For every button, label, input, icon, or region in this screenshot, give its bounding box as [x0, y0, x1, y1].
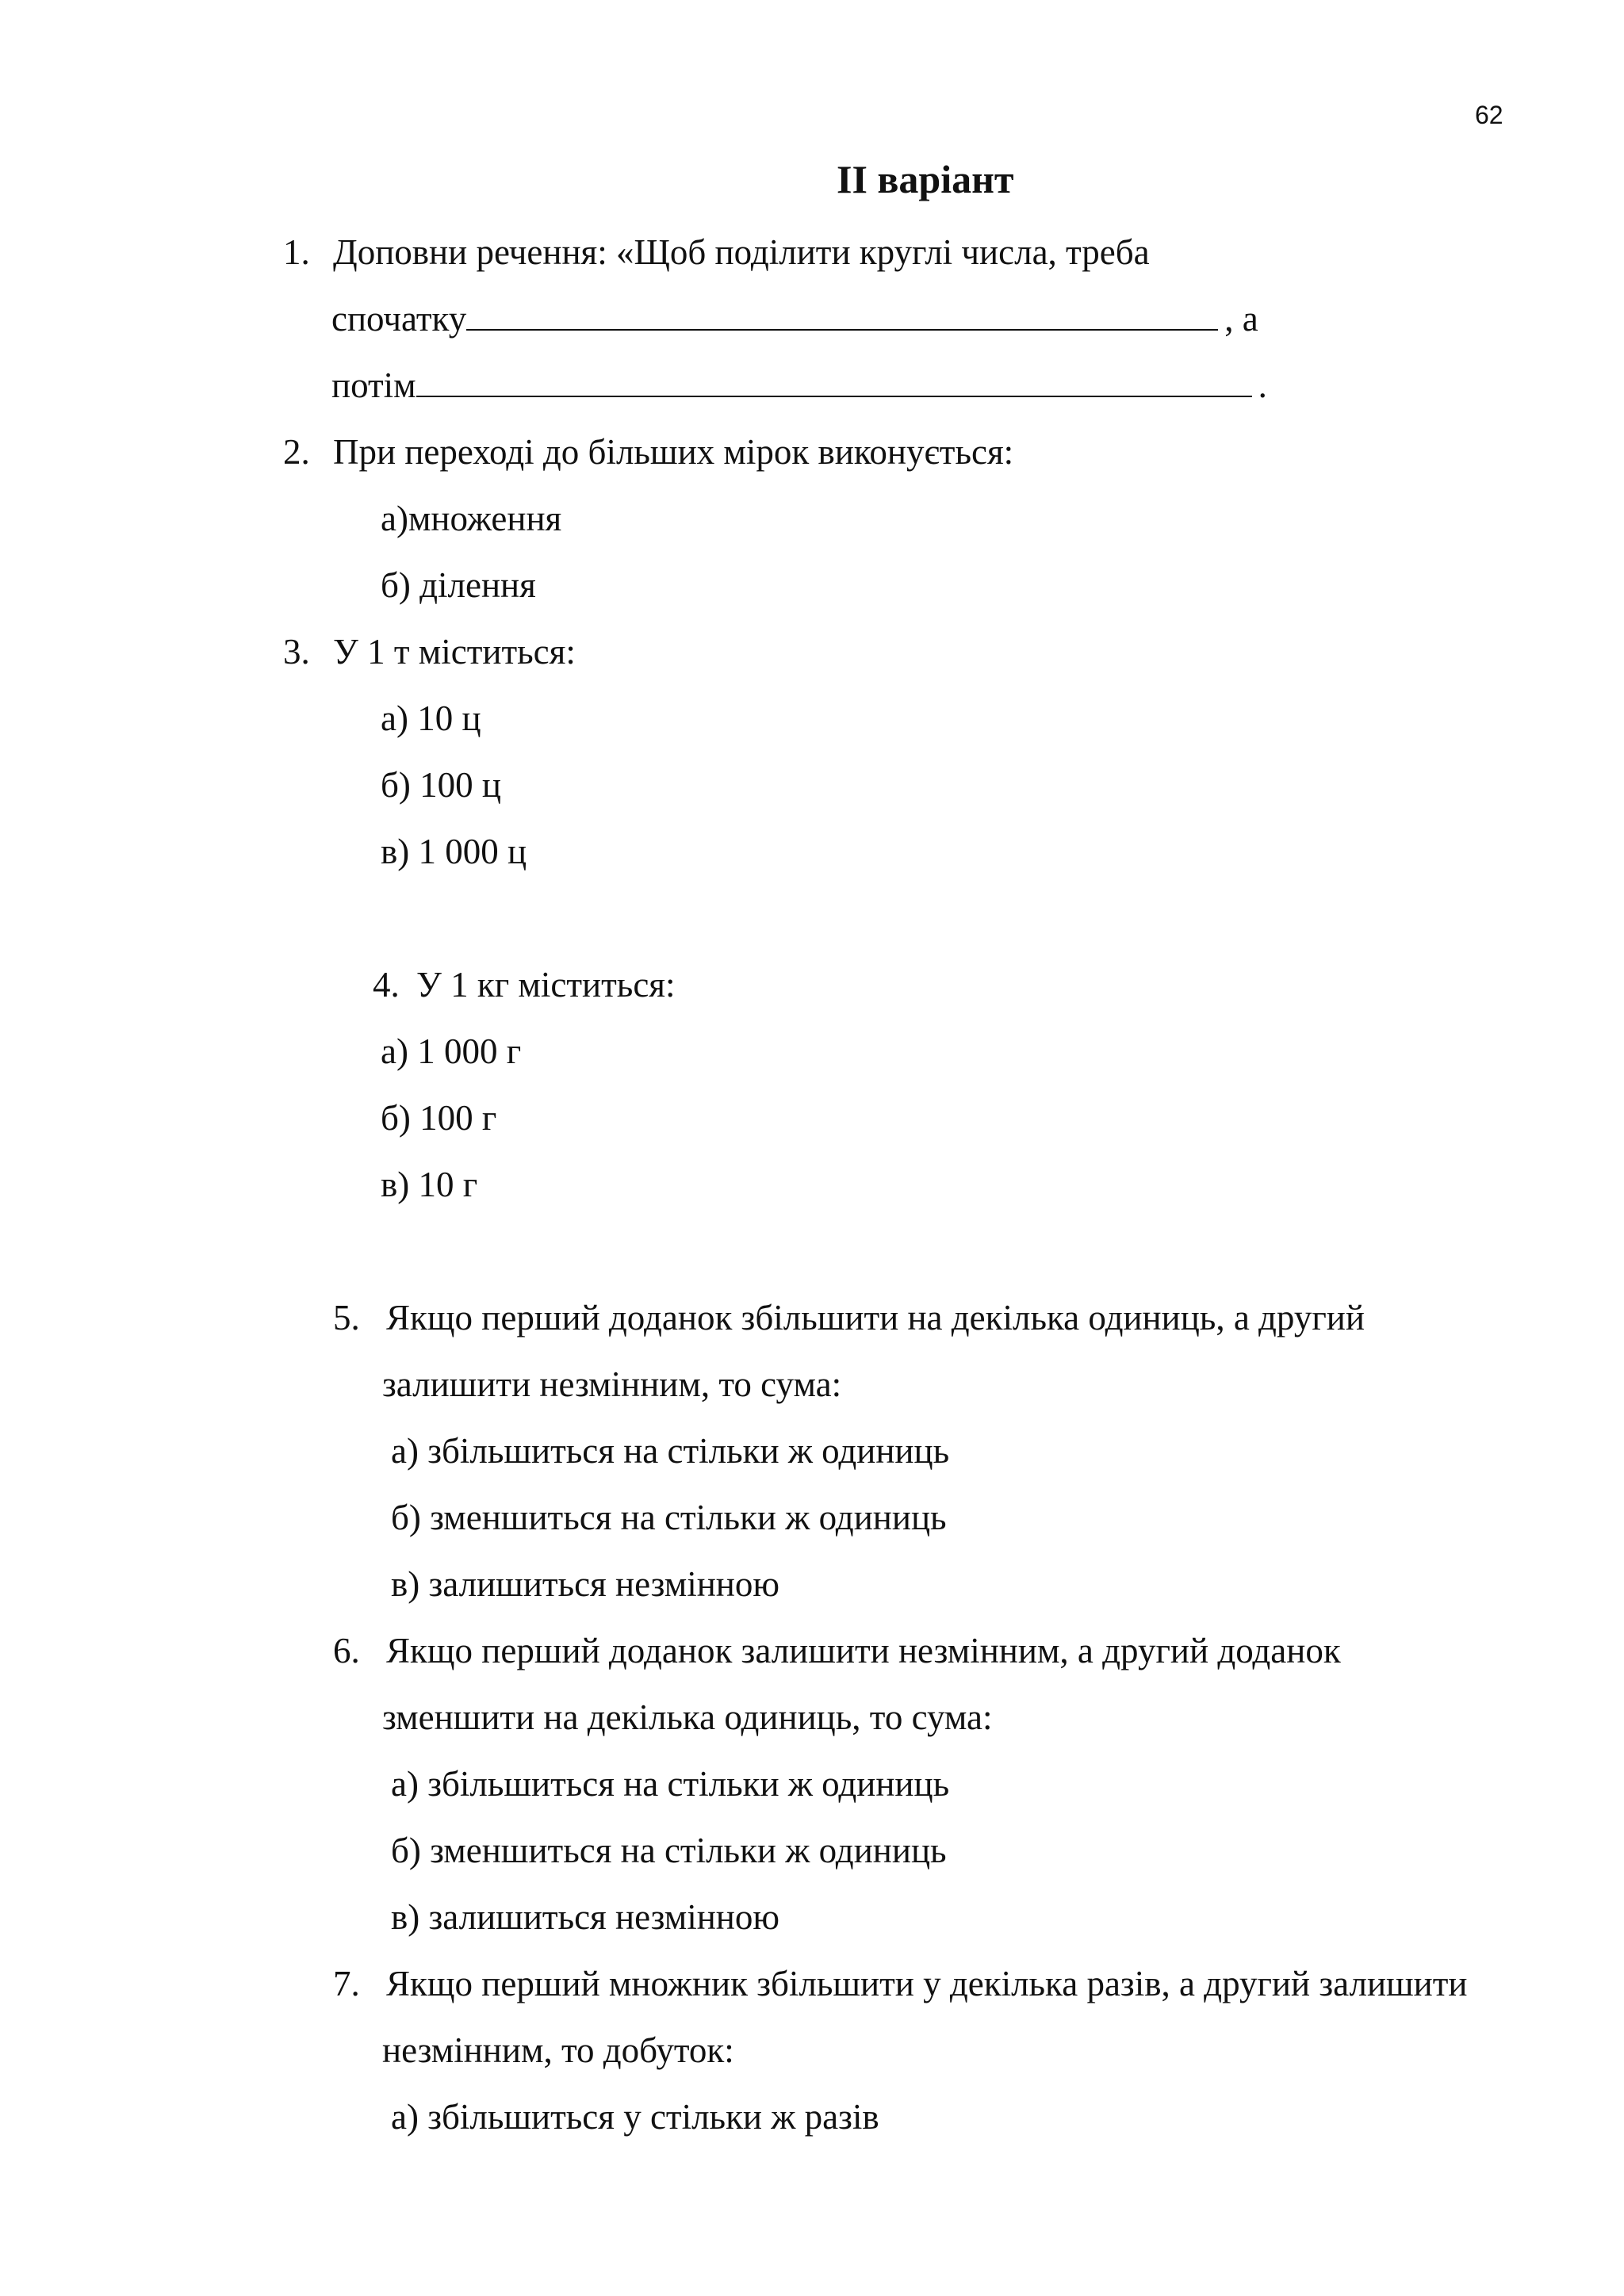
question-text: потім: [331, 365, 416, 405]
question-number: 6.: [333, 1631, 360, 1670]
question-text: Доповни речення: «Щоб поділити круглі числа, треба: [333, 232, 1150, 272]
fill-in-blank[interactable]: [416, 364, 1252, 397]
page-title: ІІ варіант: [837, 157, 1014, 201]
answer-option: в) 10 г: [381, 1165, 478, 1204]
question-6-line-2: зменшити на декілька одиниць, то сума:: [382, 1697, 993, 1737]
answer-option: а) 10 ц: [381, 698, 481, 738]
answer-option: в) залишиться незмінною: [391, 1897, 780, 1937]
answer-option: б) зменшиться на стільки ж одиниць: [391, 1831, 947, 1870]
answer-option: а)множення: [381, 499, 562, 538]
question-text: Якщо перший доданок збільшити на декілька одиниць, а другий: [386, 1298, 1365, 1337]
question-5-line-2: залишити незмінним, то сума:: [382, 1364, 842, 1404]
question-number: 4.: [373, 965, 400, 1004]
answer-option: а) збільшиться на стільки ж одиниць: [391, 1431, 950, 1471]
question-7-line-2: незмінним, то добуток:: [382, 2030, 734, 2070]
question-1-line-3: [331, 363, 1267, 408]
answer-option: б) ділення: [381, 565, 536, 605]
answer-option: а) збільшиться у стільки ж разів: [391, 2097, 879, 2137]
answer-option: а) 1 000 г: [381, 1031, 522, 1071]
question-1-line-2: [331, 297, 1258, 341]
question-number: 2.: [283, 432, 310, 472]
fill-in-blank[interactable]: [466, 297, 1218, 331]
answer-option: б) 100 ц: [381, 765, 501, 805]
question-number: 1.: [283, 232, 310, 272]
answer-option: в) 1 000 ц: [381, 832, 527, 871]
question-4: [373, 962, 676, 1007]
page-number: 62: [1475, 101, 1503, 129]
question-text: Якщо перший множник збільшити у декілька разів, а другий залишити: [386, 1964, 1468, 2003]
answer-option: б) 100 г: [381, 1098, 497, 1138]
question-6-line-1: [333, 1628, 1341, 1673]
question-text: У 1 кг міститься:: [416, 965, 676, 1004]
question-text: При переході до більших мірок виконується:: [333, 432, 1014, 472]
answer-option: а) збільшиться на стільки ж одиниць: [391, 1764, 950, 1804]
question-1-line-1: [283, 230, 1150, 274]
question-text: спочатку: [331, 299, 467, 339]
question-number: 7.: [333, 1964, 360, 2003]
question-number: 5.: [333, 1298, 360, 1337]
question-text: .: [1258, 365, 1267, 405]
question-3: [283, 629, 576, 674]
question-5-line-1: [333, 1295, 1365, 1340]
question-text: У 1 т міститься:: [333, 632, 576, 672]
question-text: Якщо перший доданок залишити незмінним, а другий доданок: [386, 1631, 1341, 1670]
answer-option: б) зменшиться на стільки ж одиниць: [391, 1498, 947, 1537]
question-7-line-1: [333, 1961, 1468, 2006]
answer-option: в) залишиться незмінною: [391, 1564, 780, 1604]
question-text: , а: [1224, 299, 1258, 339]
question-2: [283, 430, 1013, 474]
question-number: 3.: [283, 632, 310, 672]
